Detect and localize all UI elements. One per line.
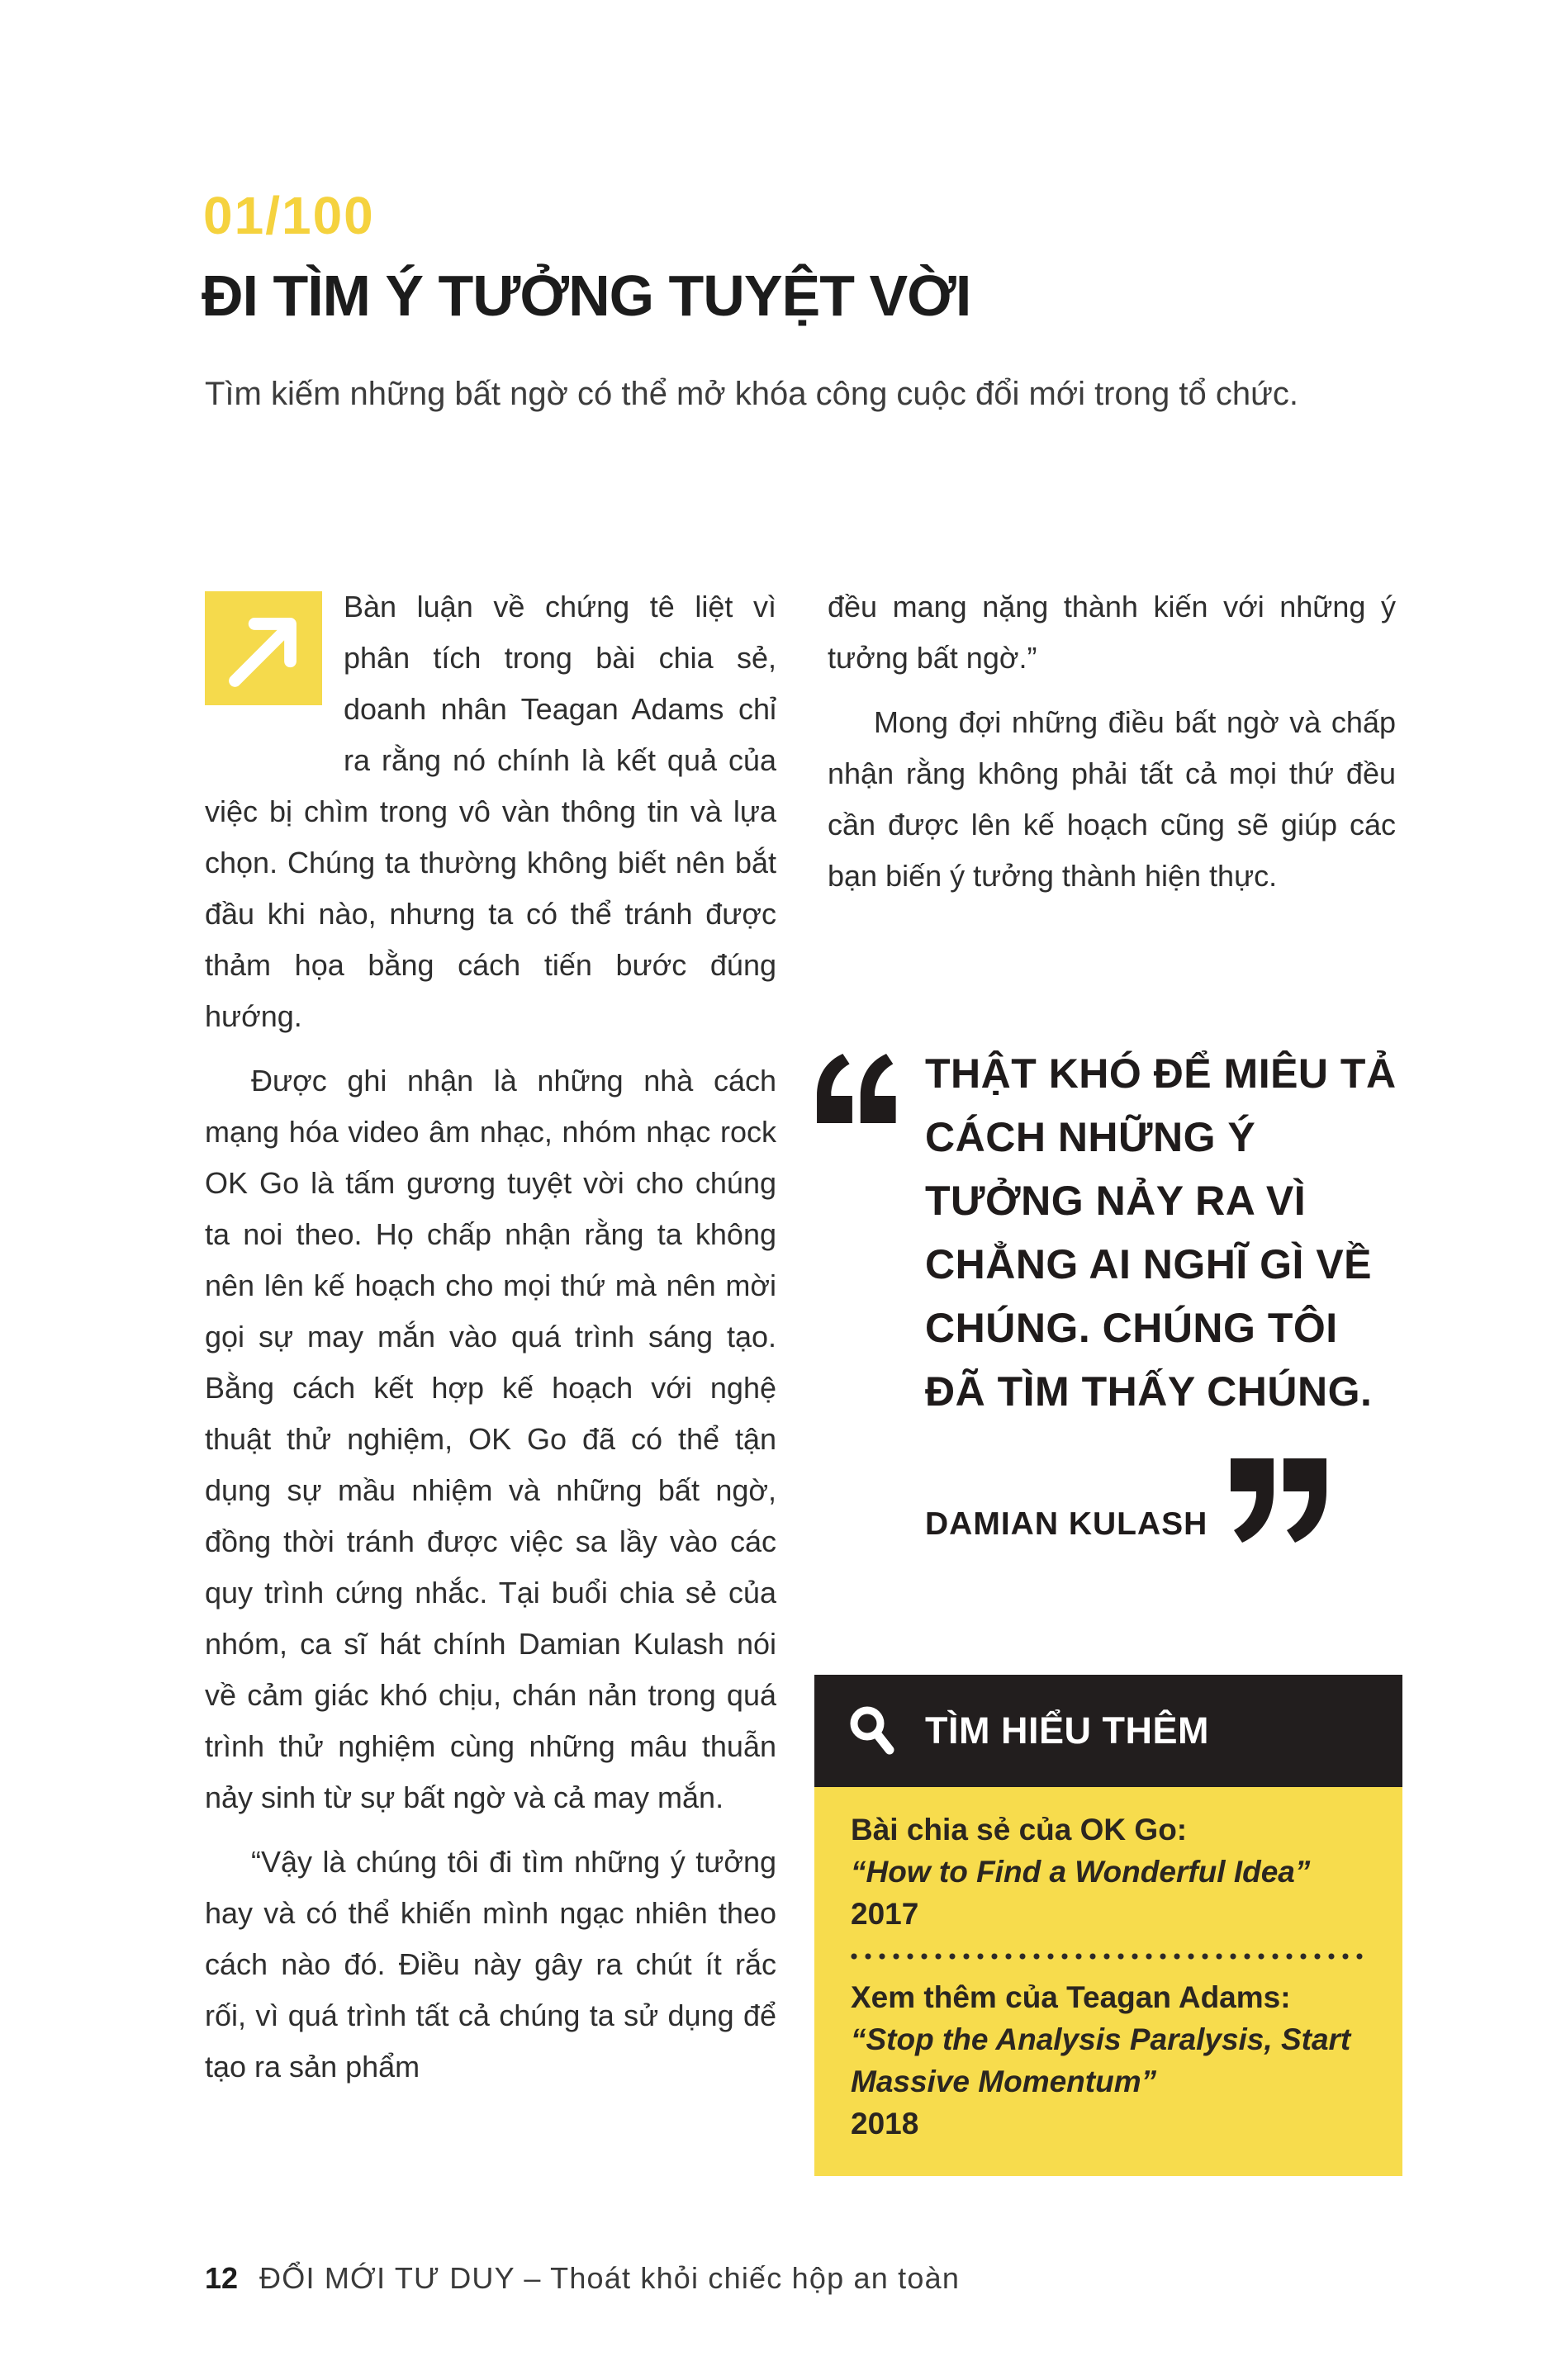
learn-more-item — [851, 1809, 1369, 1935]
paragraph — [205, 581, 776, 1042]
page-number: 12 — [205, 2261, 239, 2295]
reference-title: “Stop the Analysis Paralysis, Start Massive Momentum” — [851, 2022, 1351, 2098]
pull-quote-attribution: DAMIAN KULASH — [925, 1506, 1208, 1542]
chapter-number: 01/100 — [203, 186, 375, 245]
arrow-up-right-icon — [205, 591, 322, 705]
reference-label: Bài chia sẻ của OK Go: — [851, 1813, 1188, 1847]
page-footer — [205, 2261, 960, 2296]
page-subtitle: Tìm kiếm những bất ngờ có thể mở khóa công cuộc đổi mới trong tổ chức. — [205, 376, 1298, 412]
text-column-right — [828, 581, 1396, 902]
paragraph: Mong đợi những điều bất ngờ và chấp nhận rằng không phải tất cả mọi thứ đều cần được lên kế hoạch cũng sẽ giúp các bạn biến ý tưởng thành hiện thực. — [828, 705, 1396, 893]
dotted-divider — [851, 1953, 1369, 1960]
paragraph: đều mang nặng thành kiến với những ý tưởng bất ngờ.” — [828, 590, 1396, 675]
learn-more-body — [814, 1787, 1402, 2176]
paragraph-text: Bàn luận về chứng tê liệt vì phân tích trong bài chia sẻ, doanh nhân Teagan Adams chỉ ra rằng nó chính là kết quả của việc bị chìm trong vô vàn thông tin và lựa chọn. Chúng ta thường không biết nên bắt đầu khi nào, nhưng ta có thể tránh được thảm họa bằng cách tiến bước đúng hướng. — [205, 590, 776, 1033]
reference-label: Xem thêm của Teagan Adams: — [851, 1980, 1291, 2014]
reference-year: 2018 — [851, 2107, 919, 2141]
paragraph: Được ghi nhận là những nhà cách mạng hóa video âm nhạc, nhóm nhạc rock OK Go là tấm gương tuyệt vời cho chúng ta noi theo. Họ chấp nhận rằng ta không nên lên kế hoạch cho mọi thứ mà nên mời gọi sự may mắn vào quá trình sáng tạo. Bằng cách kết hợp kế hoạch với nghệ thuật thử nghiệm, OK Go đã có thể tận dụng sự mầu nhiệm và những bất ngờ, đồng thời tránh được việc sa lầy vào các quy trình cứng nhắc. Tại buổi chia sẻ của nhóm, ca sĩ hát chính Damian Kulash nói về cảm giác khó chịu, chán nản trong quá trình thử nghiệm cùng những mâu thuẫn nảy sinh từ sự bất ngờ và cả may mắn. — [205, 1064, 776, 1814]
pull-quote: THẬT KHÓ ĐỂ MIÊU TẢ CÁCH NHỮNG Ý TƯỞNG NẢY RA VÌ CHẲNG AI NGHĨ GÌ VỀ CHÚNG. CHÚNG TÔI ĐÃ TÌM THẤY CHÚNG. — [925, 1050, 1397, 1415]
reference-year: 2017 — [851, 1897, 919, 1931]
paragraph: “Vậy là chúng tôi đi tìm những ý tưởng hay và có thể khiến mình ngạc nhiên theo cách nào đó. Điều này gây ra chút ít rắc rối, vì quá trình tất cả chúng ta sử dụng để tạo ra sản phẩm — [205, 1845, 776, 2084]
learn-more-header — [814, 1675, 1402, 1787]
close-quote-mark-icon — [1231, 1458, 1328, 1543]
learn-more-item — [851, 1976, 1369, 2145]
text-column-left — [205, 581, 776, 2093]
learn-more-box — [814, 1675, 1402, 2176]
magnifier-icon — [846, 1704, 900, 1758]
learn-more-title: TÌM HIỂU THÊM — [925, 1709, 1209, 1752]
page-title: ĐI TÌM Ý TƯỞNG TUYỆT VỜI — [202, 263, 971, 328]
open-quote-mark-icon — [809, 1054, 902, 1123]
reference-title: “How to Find a Wonderful Idea” — [851, 1855, 1311, 1889]
book-title: ĐỔI MỚI TƯ DUY – Thoát khỏi chiếc hộp an toàn — [259, 2261, 961, 2295]
